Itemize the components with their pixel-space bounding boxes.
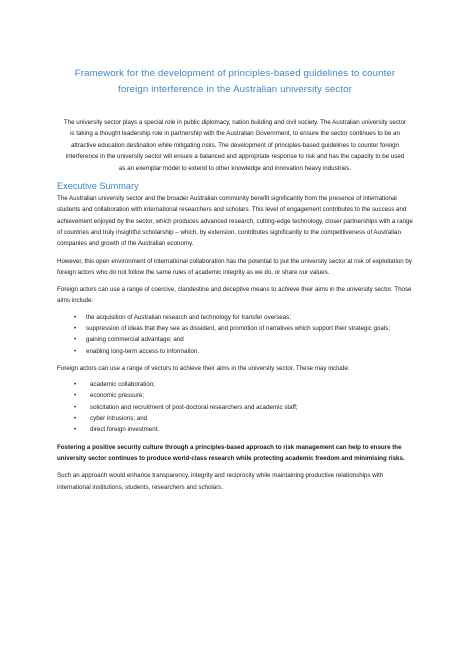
list-item	[57, 346, 413, 357]
bullet-icon: •	[74, 381, 77, 389]
aims-list	[57, 312, 413, 357]
list-item	[57, 402, 413, 413]
paragraph-5-bold: Fostering a positive security culture through a principles-based approach to risk management can help to ensure the university sector continues to produce world-class research while protecting academic freedom and minimising risks.	[57, 443, 405, 462]
bullet-icon: •	[74, 426, 77, 434]
document-page	[57, 66, 413, 493]
list-item-text: suppression of ideas that they see as dissident, and promotion of narratives which support their strategic goals;	[86, 325, 391, 332]
bullet-icon: •	[74, 347, 77, 355]
list-item-text: economic pressure;	[90, 392, 144, 400]
paragraph-1: The Australian university sector and the broader Australian community benefit significantly from the presence of international students and collaboration with international researchers and scholars. This level of engagement contributes to the success and achievement enjoyed by the sector, which produces advanced research, cutting-edge technology, closer partnerships with a range of countries and truly insightful scholarship – which, by extension, contributes significantly to the competitiveness of Australian companies and growth of the Australian economy.	[57, 195, 413, 248]
intro-paragraph: The university sector plays a special role in public diplomacy, nation building and civil society. The Australian university sector is taking a thought leadership role in partnership with the Australian Government, to ensure the sector continues to be an attractive education destination while mitigating risks. The development of principles-based guidelines to counter foreign interference in the university sector will ensure a balanced and appropriate response to risk and has the capacity to be used as an exemplar model to extend to other knowledge and innovation heavy industries.	[63, 119, 407, 172]
list-item	[57, 323, 413, 334]
paragraph-6: Such an approach would enhance transparency, integrity and reciprocity while maintaining productive relationships with international institutions, students, researchers and scholars.	[57, 472, 384, 491]
bullet-icon: •	[74, 325, 77, 332]
bullet-icon: •	[74, 403, 77, 411]
bullet-icon: •	[74, 392, 77, 400]
vectors-list	[57, 379, 413, 435]
bullet-icon: •	[74, 313, 77, 321]
paragraph-4: Foreign actors can use a range of vectors to achieve their aims in the university sector. These may include:	[57, 364, 350, 372]
list-item	[57, 424, 413, 435]
bullet-icon: •	[74, 415, 77, 423]
list-item-text: enabling long-term access to information.	[86, 347, 200, 355]
list-item	[57, 390, 413, 401]
list-item	[57, 379, 413, 390]
list-item-text: solicitation and recruitment of post-doctoral researchers and academic staff;	[90, 403, 298, 411]
list-item-text: direct foreign investment.	[90, 426, 160, 434]
list-item-text: gaining commercial advantage; and	[86, 336, 184, 344]
list-item-text: cyber intrusions; and	[90, 415, 148, 423]
section-heading-executive-summary: Executive Summary	[57, 181, 139, 192]
bullet-icon: •	[74, 336, 77, 344]
list-item	[57, 312, 413, 323]
list-item-text: the acquisition of Australian research and technology for transfer overseas;	[86, 313, 291, 321]
paragraph-2: However, this open environment of international collaboration has the potential to put the university sector at risk of exploitation by foreign actors who do not follow the same rules of academic integrity as we do, or share our values.	[57, 257, 412, 276]
list-item-text: academic collaboration;	[90, 381, 156, 389]
paragraph-3: Foreign actors can use a range of coercive, clandestine and deceptive means to achieve their aims in the university sector. Those aims include:	[57, 286, 412, 305]
list-item	[57, 413, 413, 424]
list-item	[57, 334, 413, 345]
document-title: Framework for the development of principles-based guidelines to counter foreign interference in the Australian university sector	[74, 68, 396, 95]
